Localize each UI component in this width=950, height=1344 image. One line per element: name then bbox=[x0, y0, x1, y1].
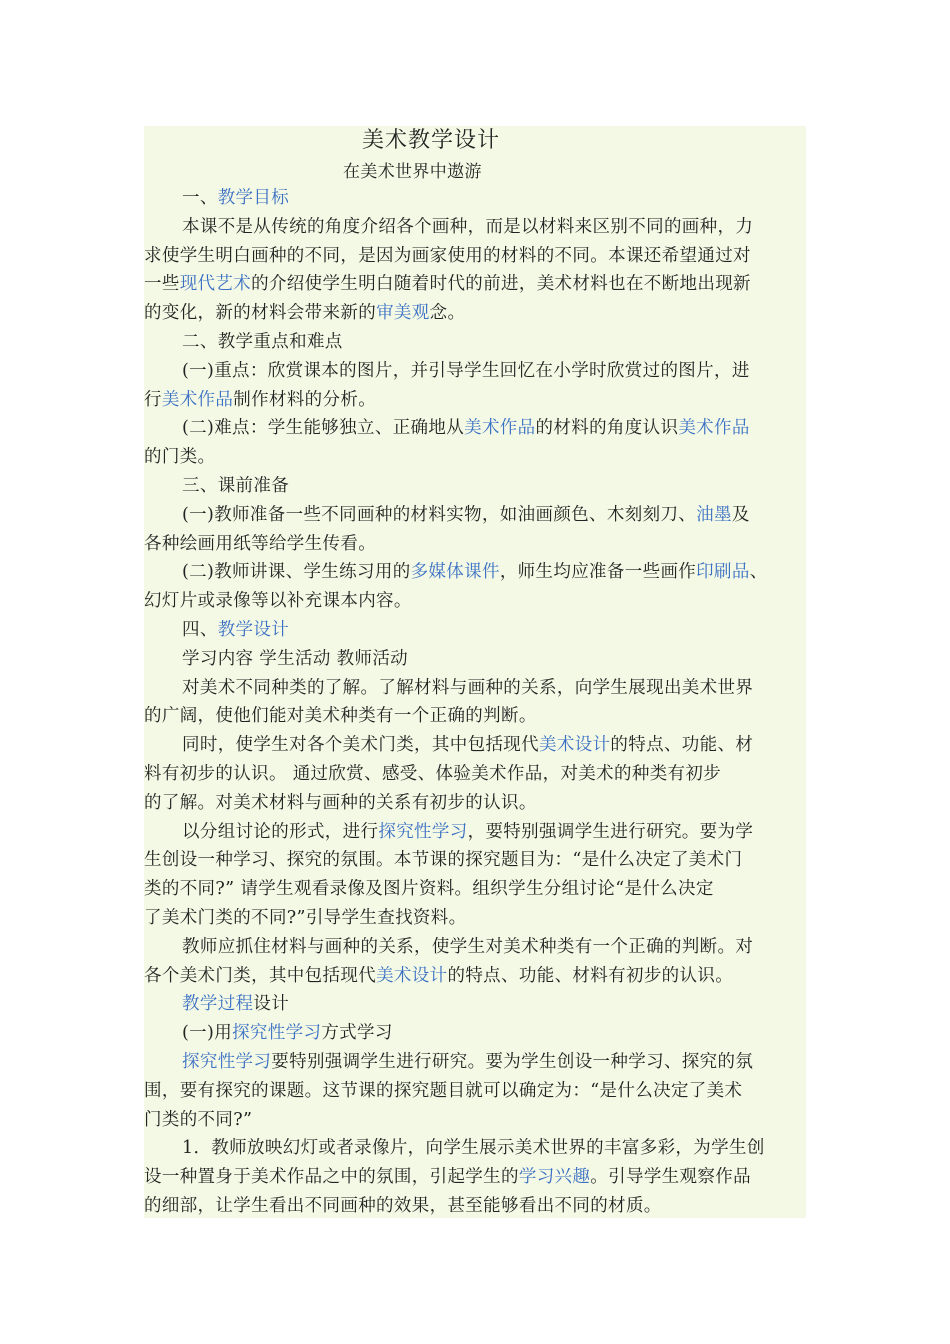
text-line bbox=[182, 990, 289, 1019]
text-line bbox=[182, 645, 408, 674]
text-span: (二)教师讲课、学生练习用的 bbox=[182, 562, 411, 583]
keyword-link[interactable]: 多媒体课件 bbox=[410, 562, 500, 583]
text-line bbox=[144, 242, 751, 271]
text-line bbox=[144, 904, 466, 933]
text-span: 方式学习 bbox=[321, 1023, 393, 1044]
text-line bbox=[182, 1048, 753, 1077]
text-line bbox=[144, 587, 412, 616]
text-span: 的广阔，使他们能对美术种类有一个正确的判断。 bbox=[144, 706, 537, 727]
text-span: 一、 bbox=[182, 188, 218, 208]
keyword-link[interactable]: 探究性学习 bbox=[182, 1052, 272, 1072]
text-line bbox=[144, 1077, 742, 1106]
text-span: 设一种置身于美术作品之中的氛围，引起学生的 bbox=[144, 1167, 519, 1188]
text-span: ，要特别强调学生进行研究。要为学 bbox=[467, 821, 754, 842]
text-line bbox=[182, 1019, 393, 1048]
keyword-link[interactable]: 美术设计 bbox=[376, 965, 448, 986]
text-span: 。引导学生观察作品 bbox=[590, 1167, 751, 1188]
text-span: 1．教师放映幻灯或者录像片，向学生展示美术世界的丰富多彩，为学生创 bbox=[182, 1138, 765, 1159]
text-span: 念。 bbox=[429, 303, 466, 324]
text-span: 的介绍使学生明白随着时代的前进，美术材料也在不断地出现新 bbox=[251, 274, 751, 295]
text-span: 要特别强调学生进行研究。要为学生创设一种学习、探究的氛 bbox=[271, 1052, 754, 1072]
keyword-link[interactable]: 美术设计 bbox=[539, 735, 611, 756]
text-span: 料有初步的认识。 通过欣赏、感受、体验美术作品，对美术的种类有初步 bbox=[144, 764, 722, 784]
text-span: 二、教学重点和难点 bbox=[182, 332, 343, 352]
text-span: ，师生均应准备一些画作 bbox=[499, 562, 697, 583]
text-span: 的特点、功能、材 bbox=[610, 735, 754, 756]
text-line bbox=[144, 962, 733, 991]
text-line bbox=[182, 558, 768, 587]
keyword-link[interactable]: 学习兴趣 bbox=[518, 1167, 591, 1188]
text-line bbox=[144, 1163, 751, 1192]
text-span: 设计 bbox=[253, 994, 290, 1015]
text-line bbox=[182, 933, 753, 962]
text-span: 求使学生明白画种的不同，是因为画家使用的材料的不同。本课还希望通过对 bbox=[144, 245, 751, 266]
keyword-link[interactable]: 探究性学习 bbox=[378, 821, 468, 842]
text-span: 的门类。 bbox=[144, 447, 216, 468]
text-line bbox=[182, 357, 750, 386]
text-span: 了美术门类的不同?”引导学生查找资料。 bbox=[144, 908, 467, 928]
text-span: 同时，使学生对各个美术门类，其中包括现代 bbox=[182, 735, 539, 756]
keyword-link[interactable]: 教学设计 bbox=[217, 620, 290, 640]
text-span: 本课不是从传统的角度介绍各个画种，而是以材料来区别不同的画种，力 bbox=[182, 216, 754, 237]
document-subtitle bbox=[343, 158, 482, 187]
text-line bbox=[182, 731, 753, 760]
text-line bbox=[182, 501, 750, 530]
text-span: (一)重点：欣赏课本的图片，并引导学生回忆在小学时欣赏过的图片，进 bbox=[182, 360, 750, 381]
text-span: 美术教学设计 bbox=[362, 128, 501, 153]
text-span: 的了解。对美术材料与画种的关系有初步的认识。 bbox=[144, 792, 537, 813]
keyword-link[interactable]: 油墨 bbox=[696, 504, 732, 525]
text-line bbox=[144, 846, 742, 875]
text-line bbox=[144, 530, 376, 559]
keyword-link[interactable]: 现代艺术 bbox=[179, 274, 252, 295]
text-line bbox=[144, 270, 751, 299]
text-span: 对美术不同种类的了解。了解材料与画种的关系，向学生展现出美术世界 bbox=[182, 677, 754, 698]
text-line bbox=[144, 1106, 252, 1135]
text-span: 教师应抓住材料与画种的关系，使学生对美术种类有一个正确的判断。对 bbox=[182, 936, 754, 957]
text-line bbox=[144, 789, 537, 818]
text-span: 生创设一种学习、探究的氛围。本节课的探究题目为：“是什么决定了美术门 bbox=[144, 850, 743, 871]
text-span: 在美术世界中遨游 bbox=[343, 162, 482, 182]
text-span: 围，要有探究的课题。这节课的探究题目就可以确定为：“是什么决定了美术 bbox=[144, 1080, 743, 1101]
document-title bbox=[362, 126, 500, 156]
keyword-link[interactable]: 美术作品 bbox=[161, 389, 234, 410]
text-line bbox=[182, 328, 343, 357]
text-line bbox=[144, 1192, 662, 1221]
text-span: (一)教师准备一些不同画种的材料实物，如油画颜色、木刻刻刀、 bbox=[182, 504, 697, 525]
text-span: 各种绘画用纸等给学生传看。 bbox=[144, 533, 377, 554]
text-line bbox=[182, 616, 289, 645]
text-span: 学习内容 学生活动 教师活动 bbox=[182, 648, 409, 669]
text-span: 行 bbox=[144, 389, 162, 410]
text-span: 四、 bbox=[182, 620, 218, 640]
text-line bbox=[144, 760, 721, 789]
text-span: 幻灯片或录像等以补充课本内容。 bbox=[144, 591, 412, 612]
text-line bbox=[182, 213, 753, 242]
text-span: 及 bbox=[731, 504, 750, 525]
text-line bbox=[144, 299, 465, 328]
keyword-link[interactable]: 教学目标 bbox=[217, 188, 290, 208]
keyword-link[interactable]: 教学过程 bbox=[182, 994, 254, 1015]
text-line bbox=[144, 875, 714, 904]
keyword-link[interactable]: 审美观 bbox=[376, 303, 430, 324]
text-line bbox=[144, 443, 215, 472]
text-line bbox=[182, 414, 750, 443]
text-span: 门类的不同?” bbox=[144, 1109, 253, 1130]
keyword-link[interactable]: 印刷品 bbox=[696, 562, 750, 583]
text-line bbox=[182, 472, 289, 501]
text-line bbox=[144, 386, 376, 415]
text-span: 的细部，让学生看出不同画种的效果，甚至能够看出不同的材质。 bbox=[144, 1196, 662, 1216]
text-line bbox=[144, 702, 537, 731]
text-line bbox=[182, 674, 753, 703]
keyword-link[interactable]: 美术作品 bbox=[464, 418, 536, 439]
text-span: 三、课前准备 bbox=[182, 476, 290, 496]
document-page bbox=[144, 126, 806, 1218]
text-span: (二)难点：学生能够独立、正确地从 bbox=[182, 418, 465, 439]
text-span: 各个美术门类，其中包括现代 bbox=[144, 965, 377, 986]
keyword-link[interactable]: 美术作品 bbox=[678, 418, 750, 439]
text-span: (一)用 bbox=[182, 1023, 233, 1044]
text-span: 类的不同?” 请学生观看录像及图片资料。组织学生分组讨论“是什么决定 bbox=[144, 879, 714, 900]
text-span: 的材料的角度认识 bbox=[535, 418, 679, 439]
text-span: 的变化，新的材料会带来新的 bbox=[144, 303, 377, 324]
text-line bbox=[182, 1134, 765, 1163]
text-span: 一些 bbox=[144, 274, 180, 295]
text-span: 以分组讨论的形式，进行 bbox=[182, 821, 379, 842]
keyword-link[interactable]: 探究性学习 bbox=[232, 1023, 322, 1044]
text-line bbox=[182, 818, 753, 847]
text-span: 、 bbox=[749, 562, 768, 583]
text-span: 制作材料的分析。 bbox=[233, 389, 377, 410]
text-line bbox=[182, 184, 289, 213]
text-span: 的特点、功能、材料有初步的认识。 bbox=[447, 965, 734, 986]
